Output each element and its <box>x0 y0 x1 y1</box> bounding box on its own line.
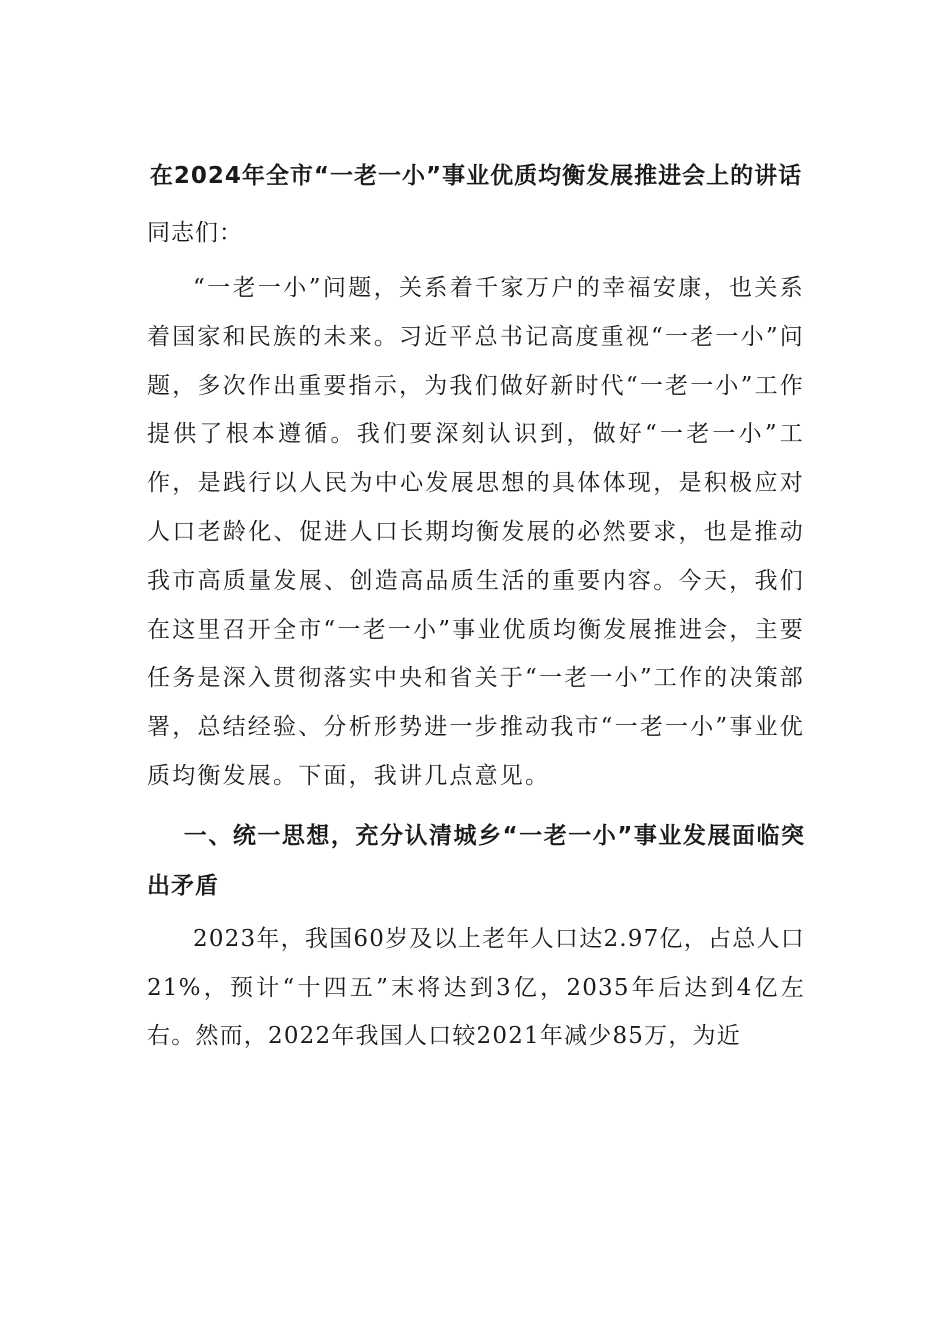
document-title: 在2024年全市“一老一小”事业优质均衡发展推进会上的讲话 <box>149 163 803 189</box>
document-body <box>147 152 805 1061</box>
paragraph-statistics: 2023年，我国60岁及以上老年人口达2.97亿，占总人口21%，预计“十四五”末将达到3亿，2035年后达到4亿左右。然而，2022年我国人口较2021年减少85万，为近 <box>147 925 805 1050</box>
section-heading-1: 一、统一思想，充分认清城乡“一老一小”事业发展面临突出矛盾 <box>147 822 805 899</box>
paragraph-intro: “一老一小”问题，关系着千家万户的幸福安康，也关系着国家和民族的未来。习近平总书记高度重视“一老一小”问题，多次作出重要指示，为我们做好新时代“一老一小”工作提供了根本遵循。我们要深刻认识到，做好“一老一小”工作，是践行以人民为中心发展思想的具体体现，是积极应对人口老龄化、促进人口长期均衡发展的必然要求，也是推动我市高质量发展、创造高品质生活的重要内容。今天，我们在这里召开全市“一老一小”事业优质均衡发展推进会，主要任务是深入贯彻落实中央和省关于“一老一小”工作的决策部署，总结经验、分析形势进一步推动我市“一老一小”事业优质均衡发展。下面，我讲几点意见。 <box>147 275 805 789</box>
salutation: 同志们： <box>147 220 243 246</box>
